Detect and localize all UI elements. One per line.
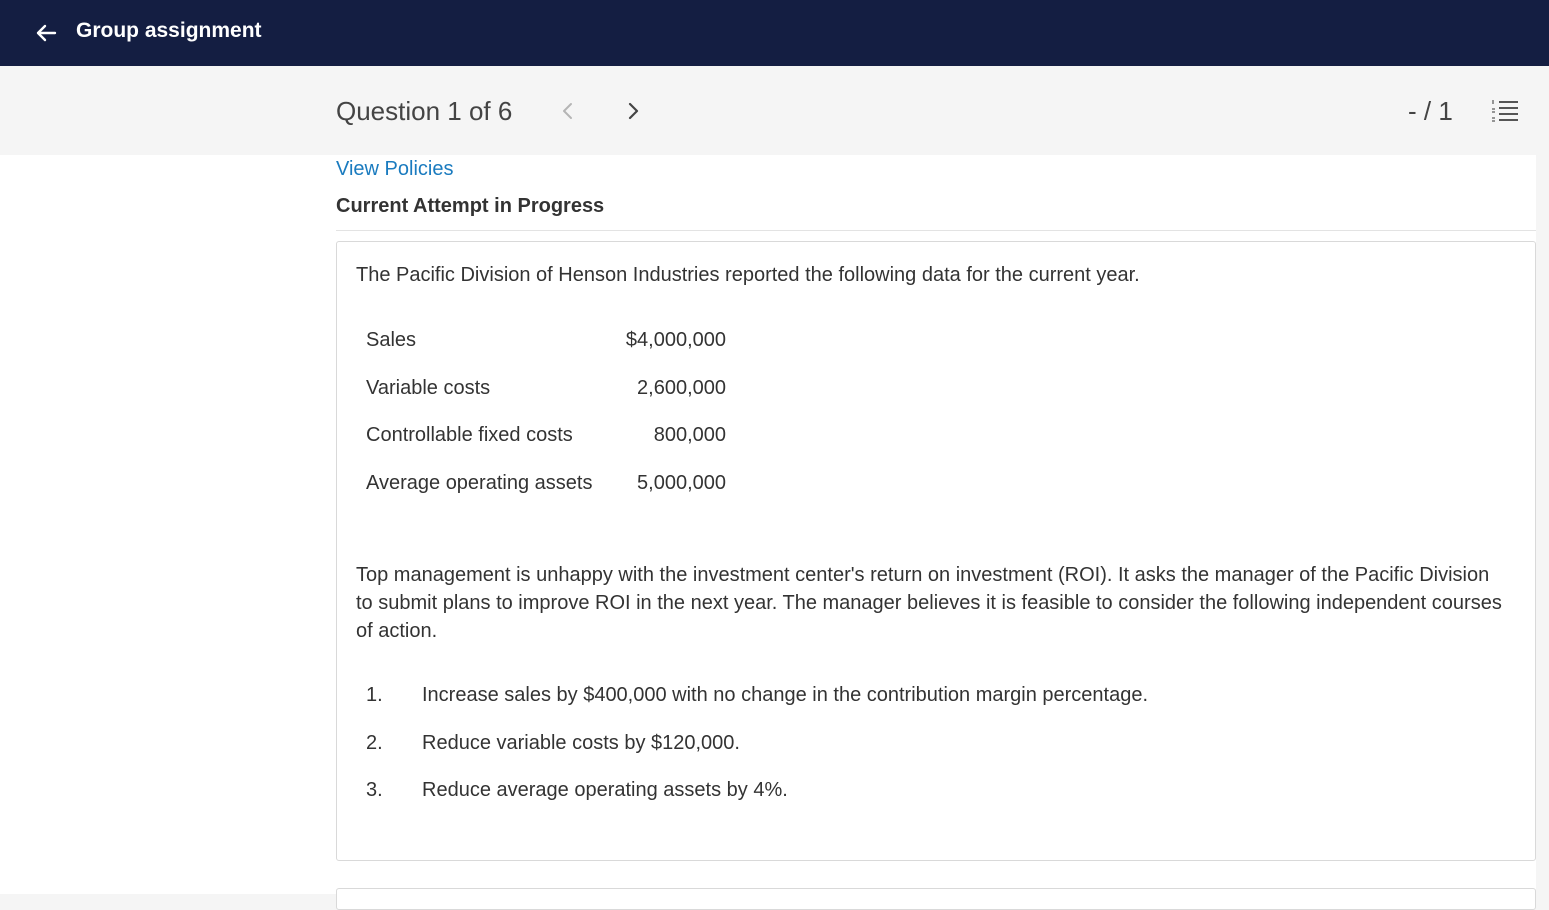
back-button[interactable] xyxy=(32,19,60,47)
data-label: Controllable fixed costs xyxy=(366,424,573,446)
list-item-text: Increase sales by $400,000 with no change in the contribution margin percentage. xyxy=(422,684,1149,706)
list-item-number: 2. xyxy=(366,732,383,754)
data-row-sales xyxy=(366,326,726,354)
list-item-number: 1. xyxy=(366,684,383,706)
data-row-controllable-fixed-costs xyxy=(366,421,726,449)
top-bar xyxy=(0,0,1549,66)
question-counter: Question 1 of 6 xyxy=(336,96,513,126)
previous-question-button[interactable] xyxy=(555,97,581,125)
numbered-list-icon xyxy=(1491,98,1519,124)
data-label: Variable costs xyxy=(366,377,491,399)
data-label: Average operating assets xyxy=(366,472,593,494)
question-score: - / 1 xyxy=(1408,96,1453,126)
data-row-variable-costs xyxy=(366,374,726,402)
data-value: 2,600,000 xyxy=(637,377,726,399)
data-value: $4,000,000 xyxy=(625,329,726,351)
question-intro: The Pacific Division of Henson Industries reported the following data for the current year. xyxy=(356,264,1140,286)
chevron-left-icon xyxy=(560,101,576,121)
question-list-button[interactable] xyxy=(1490,96,1520,126)
view-policies-link[interactable]: View Policies xyxy=(336,158,454,180)
attempt-status: Current Attempt in Progress xyxy=(336,195,605,217)
list-item-number: 3. xyxy=(366,779,383,801)
next-question-box xyxy=(336,888,1536,910)
list-item-text: Reduce average operating assets by 4%. xyxy=(422,779,788,801)
data-value: 5,000,000 xyxy=(637,472,726,494)
data-row-average-operating-assets xyxy=(366,469,726,497)
question-paragraph: Top management is unhappy with the investment center's return on investment (ROI). It asks the manager of the Pacific Division to submit plans to improve ROI in the next year. The manager believes it is feasible to consider the following independent courses of action. xyxy=(356,564,1502,642)
list-item-text: Reduce variable costs by $120,000. xyxy=(422,732,740,754)
question-header xyxy=(0,66,1549,155)
chevron-right-icon xyxy=(625,101,641,121)
data-value: 800,000 xyxy=(653,424,726,446)
data-label: Sales xyxy=(366,329,417,351)
content-gutter xyxy=(1536,155,1549,894)
assignment-title: Group assignment xyxy=(76,19,262,42)
arrow-left-icon xyxy=(34,21,58,45)
next-question-button[interactable] xyxy=(620,97,646,125)
divider xyxy=(336,230,1536,231)
